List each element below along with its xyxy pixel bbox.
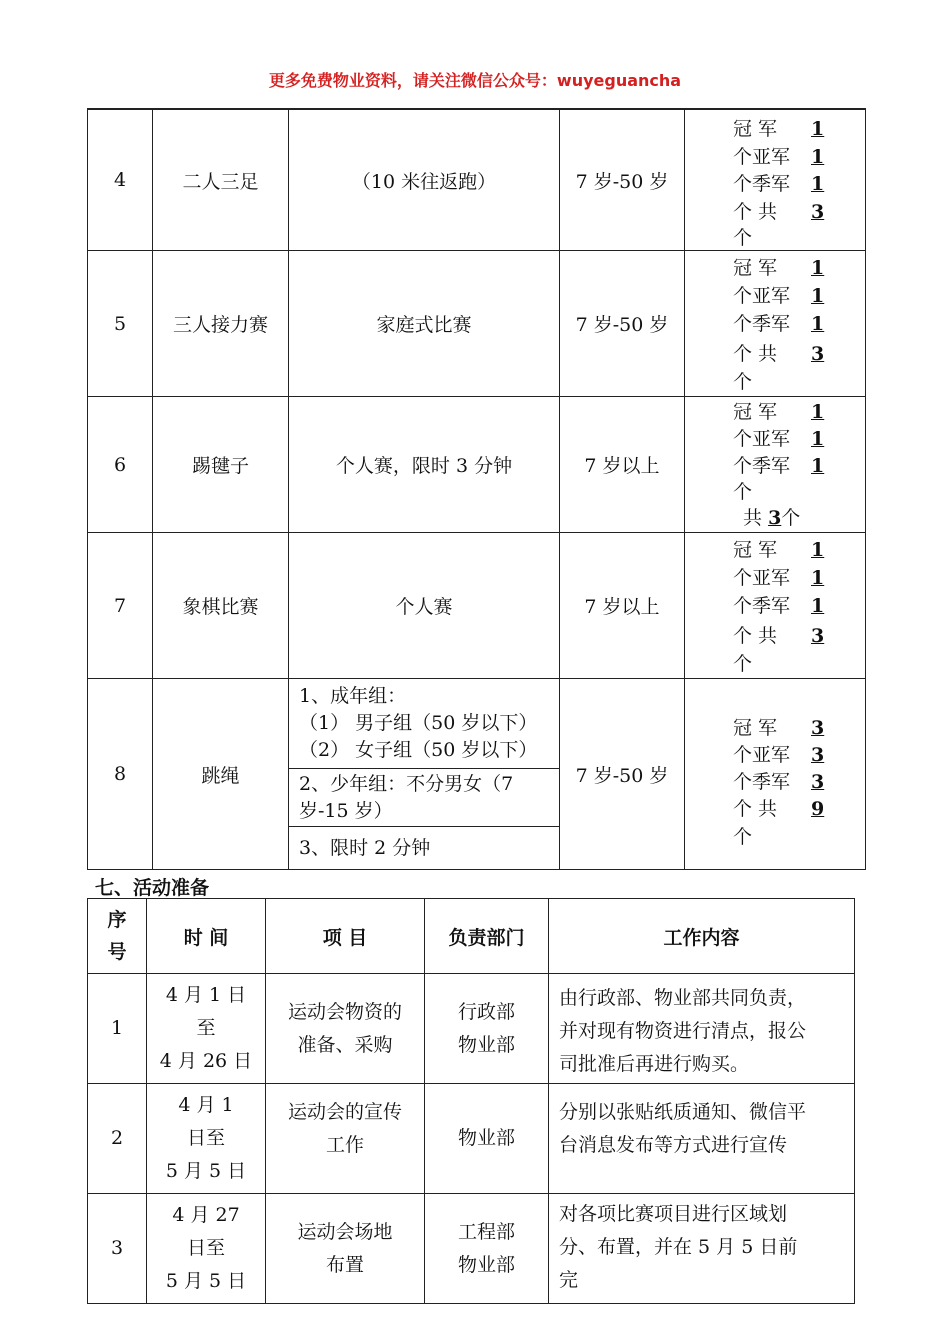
time-line: 日至 — [186, 1127, 225, 1149]
content-line: 分别以张贴纸质通知、微信平 — [559, 1101, 807, 1123]
award-label-third: 个季军 — [733, 313, 791, 335]
prep-row — [88, 974, 855, 1084]
prep-dept — [425, 974, 549, 1084]
award-total-count: 3 — [768, 507, 782, 529]
event-no: 7 — [88, 533, 153, 679]
event-award — [685, 251, 866, 397]
event-age: 7 岁以上 — [560, 533, 685, 679]
award-label-total: 个 共 — [733, 625, 778, 647]
sub-line: 1、成年组： — [299, 685, 407, 707]
time-line: 至 — [196, 1017, 216, 1039]
event-award — [685, 679, 866, 870]
dept-line: 物业部 — [457, 1127, 515, 1149]
time-line: 4 月 1 日 — [165, 984, 247, 1006]
event-no: 8 — [88, 679, 153, 870]
time-line: 4 月 1 — [178, 1094, 234, 1116]
award-label-third: 个季军 — [733, 771, 791, 793]
award-label-total: 个 共 — [733, 201, 778, 223]
event-award — [685, 397, 866, 533]
dept-line: 物业部 — [457, 1033, 515, 1056]
sub-line: 2、少年组：不分男女（7 — [299, 772, 514, 795]
item-line: 准备、采购 — [297, 1033, 393, 1056]
time-line: 4 月 27 — [172, 1204, 240, 1226]
header-content: 工作内容 — [549, 899, 855, 974]
time-line: 5 月 5 日 — [165, 1270, 247, 1292]
prep-content — [549, 974, 855, 1084]
award-label-tail: 个 — [733, 227, 753, 249]
award-label-tail: 个 — [733, 371, 753, 393]
award-label-tail: 个 — [733, 653, 753, 675]
award-label-third: 个季军 — [733, 173, 791, 195]
award-champion-count: 3 — [811, 717, 825, 739]
events-table — [87, 108, 866, 870]
award-label-runner-up: 个亚军 — [733, 428, 791, 450]
content-line: 分、布置，并在 5 月 5 日前 — [559, 1236, 798, 1258]
item-line: 运动会的宣传 — [287, 1101, 402, 1123]
event-no: 6 — [88, 397, 153, 533]
award-total-count: 3 — [811, 201, 825, 223]
time-line: 5 月 5 日 — [165, 1160, 247, 1182]
prep-time — [147, 1194, 266, 1304]
event-row — [88, 251, 866, 397]
award-third-count: 1 — [811, 455, 825, 477]
dept-line: 行政部 — [457, 1000, 515, 1023]
award-label-champion: 冠 军 — [733, 401, 778, 423]
award-label-champion: 冠 军 — [733, 539, 778, 561]
award-total-count: 3 — [811, 625, 825, 647]
sub-line: （1） 男子组（50 岁以下） — [299, 712, 538, 734]
content-line: 由行政部、物业部共同负责， — [559, 987, 807, 1009]
prep-time — [147, 974, 266, 1084]
sub-line: （2） 女子组（50 岁以下） — [299, 739, 538, 761]
prep-dept — [425, 1084, 549, 1194]
prep-content — [549, 1194, 855, 1304]
item-line: 运动会物资的 — [287, 1000, 402, 1023]
award-total-line — [743, 507, 800, 529]
header-note: 更多免费物业资料，请关注微信公众号：wuyeguancha — [268, 71, 682, 90]
award-label-champion: 冠 军 — [733, 257, 778, 279]
sub-line: 3、限时 2 分钟 — [299, 836, 431, 859]
award-third-count: 3 — [811, 771, 825, 793]
prep-content — [549, 1084, 855, 1194]
award-label-champion: 冠 军 — [733, 717, 778, 739]
content-line: 完 — [559, 1269, 579, 1291]
section-title: 七、活动准备 — [95, 877, 210, 899]
award-champion-count: 1 — [811, 118, 825, 140]
award-label-total: 个 共 — [733, 798, 778, 820]
header-time: 时 间 — [147, 899, 266, 974]
event-row — [88, 397, 866, 533]
prep-header-row — [88, 899, 855, 974]
award-third-count: 1 — [811, 173, 825, 195]
event-age: 7 岁-50 岁 — [560, 679, 685, 870]
prep-row — [88, 1194, 855, 1304]
sub-line: 岁-15 岁） — [299, 799, 393, 822]
header-no — [88, 899, 147, 974]
prep-table — [87, 898, 855, 1304]
award-champion-count: 1 — [811, 401, 825, 423]
dept-line: 工程部 — [457, 1220, 515, 1243]
prep-item — [266, 974, 425, 1084]
event-no: 5 — [88, 251, 153, 397]
event-sub-adult — [289, 679, 560, 769]
event-no: 4 — [88, 109, 153, 251]
award-runner-up-count: 1 — [811, 285, 825, 307]
event-row — [88, 679, 866, 769]
award-runner-up-count: 1 — [811, 146, 825, 168]
prep-no: 1 — [88, 974, 147, 1084]
prep-time — [147, 1084, 266, 1194]
award-total-prefix: 共 — [743, 507, 763, 529]
event-sub-time — [289, 827, 560, 870]
item-line: 布置 — [325, 1253, 364, 1276]
event-desc: 家庭式比赛 — [289, 251, 560, 397]
event-age: 7 岁以上 — [560, 397, 685, 533]
award-label-tail: 个 — [733, 481, 753, 503]
event-name: 跳绳 — [153, 679, 289, 870]
prep-row — [88, 1084, 855, 1194]
event-desc: 个人赛 — [289, 533, 560, 679]
award-label-champion: 冠 军 — [733, 118, 778, 140]
event-name: 踢毽子 — [153, 397, 289, 533]
item-line: 运动会场地 — [297, 1220, 393, 1243]
event-age: 7 岁-50 岁 — [560, 251, 685, 397]
event-desc: （10 米往返跑） — [289, 109, 560, 251]
event-name: 二人三足 — [153, 109, 289, 251]
event-award — [685, 109, 866, 251]
award-third-count: 1 — [811, 595, 825, 617]
event-sub-youth — [289, 769, 560, 827]
dept-line: 物业部 — [457, 1253, 515, 1276]
time-line: 日至 — [186, 1237, 225, 1259]
award-champion-count: 1 — [811, 257, 825, 279]
award-label-total: 个 共 — [733, 343, 778, 365]
award-total-suffix: 个 — [781, 507, 801, 529]
header-dept: 负责部门 — [425, 899, 549, 974]
award-runner-up-count: 3 — [811, 744, 825, 766]
award-label-runner-up: 个亚军 — [733, 567, 791, 589]
award-label-runner-up: 个亚军 — [733, 744, 791, 766]
prep-dept — [425, 1194, 549, 1304]
header-no-line2: 号 — [107, 941, 127, 963]
award-runner-up-count: 1 — [811, 567, 825, 589]
prep-no: 2 — [88, 1084, 147, 1194]
prep-item — [266, 1194, 425, 1304]
content-line: 司批准后再进行购买。 — [559, 1053, 750, 1075]
header-no-line1: 序 — [107, 909, 127, 931]
award-total-count: 3 — [811, 343, 825, 365]
award-label-third: 个季军 — [733, 455, 791, 477]
content-line: 对各项比赛项目进行区域划 — [559, 1203, 788, 1225]
item-line: 工作 — [325, 1134, 364, 1156]
award-label-tail: 个 — [733, 826, 753, 848]
event-age: 7 岁-50 岁 — [560, 109, 685, 251]
prep-item — [266, 1084, 425, 1194]
award-label-runner-up: 个亚军 — [733, 146, 791, 168]
award-label-runner-up: 个亚军 — [733, 285, 791, 307]
event-row — [88, 109, 866, 251]
header-item: 项 目 — [266, 899, 425, 974]
event-award — [685, 533, 866, 679]
award-champion-count: 1 — [811, 539, 825, 561]
event-name: 象棋比赛 — [153, 533, 289, 679]
award-runner-up-count: 1 — [811, 428, 825, 450]
event-desc: 个人赛，限时 3 分钟 — [289, 397, 560, 533]
prep-no: 3 — [88, 1194, 147, 1304]
event-row — [88, 533, 866, 679]
time-line: 4 月 26 日 — [159, 1050, 253, 1072]
event-name: 三人接力赛 — [153, 251, 289, 397]
content-line: 并对现有物资进行清点，报公 — [559, 1020, 807, 1042]
award-label-third: 个季军 — [733, 595, 791, 617]
award-third-count: 1 — [811, 313, 825, 335]
content-line: 台消息发布等方式进行宣传 — [559, 1134, 788, 1156]
award-total-count: 9 — [811, 798, 825, 820]
